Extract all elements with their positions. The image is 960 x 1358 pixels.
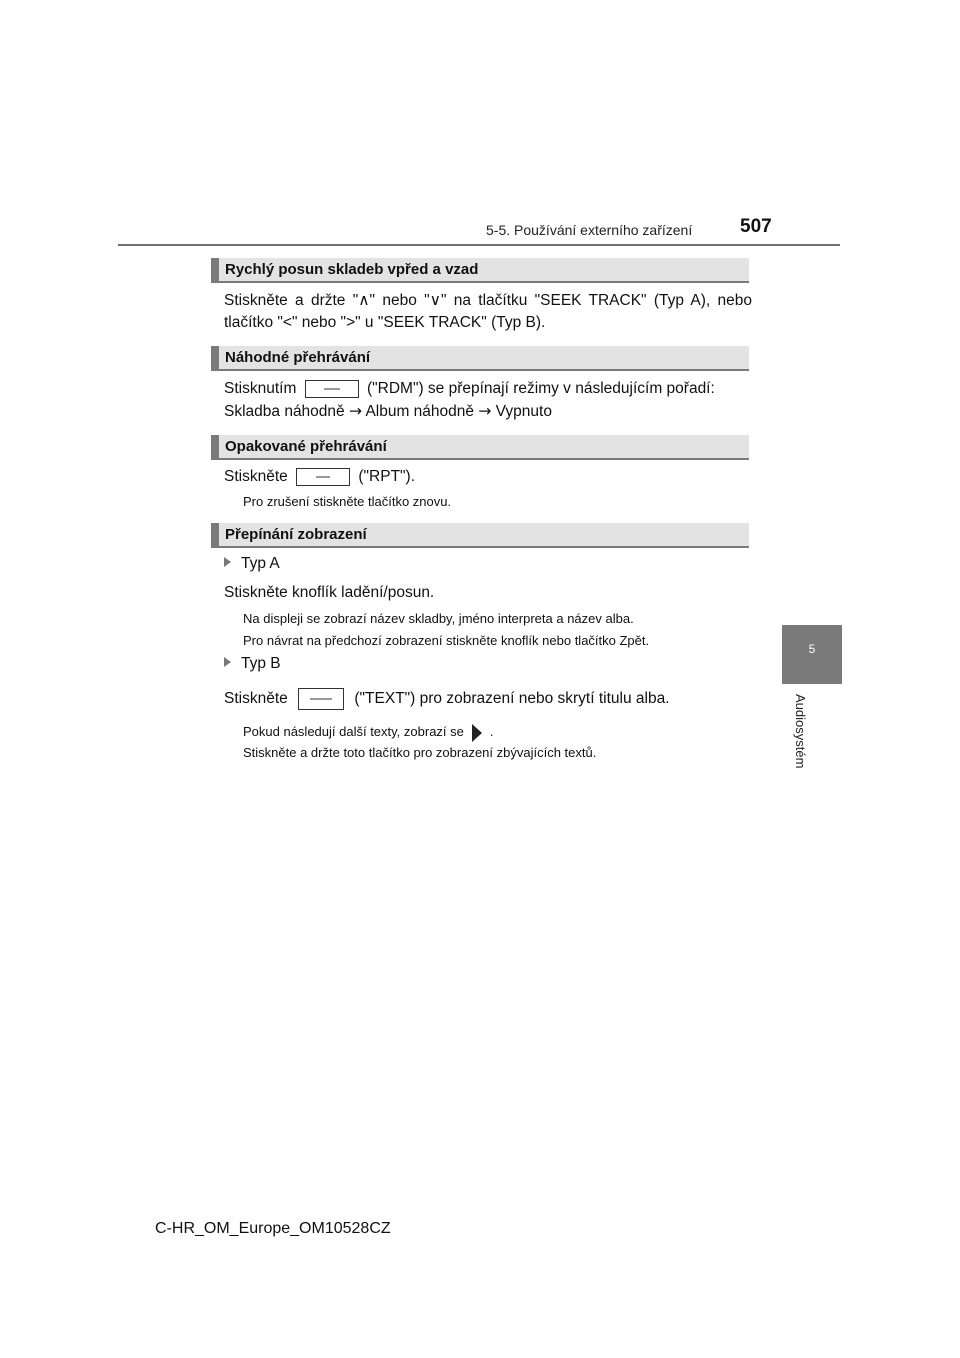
type-a-note-2: Pro návrat na předchozí zobrazení stiskněte knoflík nebo tlačítko Zpět. bbox=[243, 633, 650, 648]
section-title: Náhodné přehrávání bbox=[225, 349, 371, 366]
section-heading-display bbox=[211, 523, 749, 548]
repeat-note: Pro zrušení stiskněte tlačítko znovu. bbox=[243, 494, 452, 509]
type-b-bullet bbox=[224, 655, 281, 673]
repeat-text-before: Stiskněte bbox=[224, 468, 288, 485]
arrow-icon: → bbox=[348, 402, 362, 420]
chapter-number: 5 bbox=[808, 642, 816, 656]
random-text-before: Stisknutím bbox=[224, 380, 297, 397]
arrow-icon: → bbox=[478, 402, 492, 420]
fast-seek-paragraph: Stiskněte a držte "∧" nebo "∨" na tlačítku "SEEK TRACK" (Typ A), nebo tlačítko "<" nebo ">" u "SEEK TRACK" (Typ B). bbox=[224, 292, 752, 331]
type-b-note-1-before: Pokud následují další texty, zobrazí se bbox=[243, 724, 464, 739]
section-title: Opakované přehrávání bbox=[225, 438, 387, 455]
text-button-icon bbox=[298, 688, 344, 710]
section-heading-fast-seek bbox=[211, 258, 749, 283]
random-seq-2: Album náhodně bbox=[365, 403, 475, 420]
type-b-note-2: Stiskněte a držte toto tlačítko pro zobrazení zbývajících textů. bbox=[243, 745, 597, 760]
random-seq-3: Vypnuto bbox=[495, 403, 552, 420]
section-heading-repeat bbox=[211, 435, 749, 460]
repeat-paragraph bbox=[224, 466, 752, 488]
page-number: 507 bbox=[740, 216, 772, 237]
chapter-label: Audiosystém bbox=[793, 694, 808, 769]
triangle-bullet-icon bbox=[224, 657, 231, 667]
random-seq-1: Skladba náhodně bbox=[224, 403, 345, 420]
random-paragraph bbox=[224, 378, 752, 423]
type-b-text-after: ("TEXT") pro zobrazení nebo skrytí titulu alba. bbox=[354, 690, 670, 708]
type-a-paragraph: Stiskněte knoflík ladění/posun. bbox=[224, 584, 435, 601]
type-a-bullet bbox=[224, 555, 280, 573]
triangle-bullet-icon bbox=[224, 557, 231, 567]
type-b-paragraph bbox=[224, 688, 752, 710]
section-heading-random bbox=[211, 346, 749, 371]
header-rule bbox=[118, 244, 840, 246]
more-text-indicator-icon bbox=[472, 724, 482, 742]
type-b-note-1-after: . bbox=[489, 724, 494, 739]
section-title: Rychlý posun skladeb vpřed a vzad bbox=[225, 261, 479, 278]
chapter-tab bbox=[782, 625, 842, 684]
type-b-note-1 bbox=[243, 723, 494, 742]
repeat-text-after: ("RPT"). bbox=[358, 468, 416, 485]
type-a-note-1: Na displeji se zobrazí název skladby, jméno interpreta a název alba. bbox=[243, 611, 634, 626]
rpt-button-icon bbox=[296, 468, 350, 486]
rdm-button-icon bbox=[305, 380, 359, 398]
type-a-label: Typ A bbox=[241, 555, 280, 572]
type-b-label: Typ B bbox=[241, 655, 281, 672]
random-text-after: ("RDM") se přepínají režimy v následujícím pořadí: bbox=[366, 380, 715, 397]
type-b-text-before: Stiskněte bbox=[224, 690, 288, 708]
section-title: Přepínání zobrazení bbox=[225, 526, 367, 543]
running-header-section: 5-5. Používání externího zařízení bbox=[486, 222, 693, 238]
footer-document-code: C-HR_OM_Europe_OM10528CZ bbox=[155, 1220, 391, 1237]
